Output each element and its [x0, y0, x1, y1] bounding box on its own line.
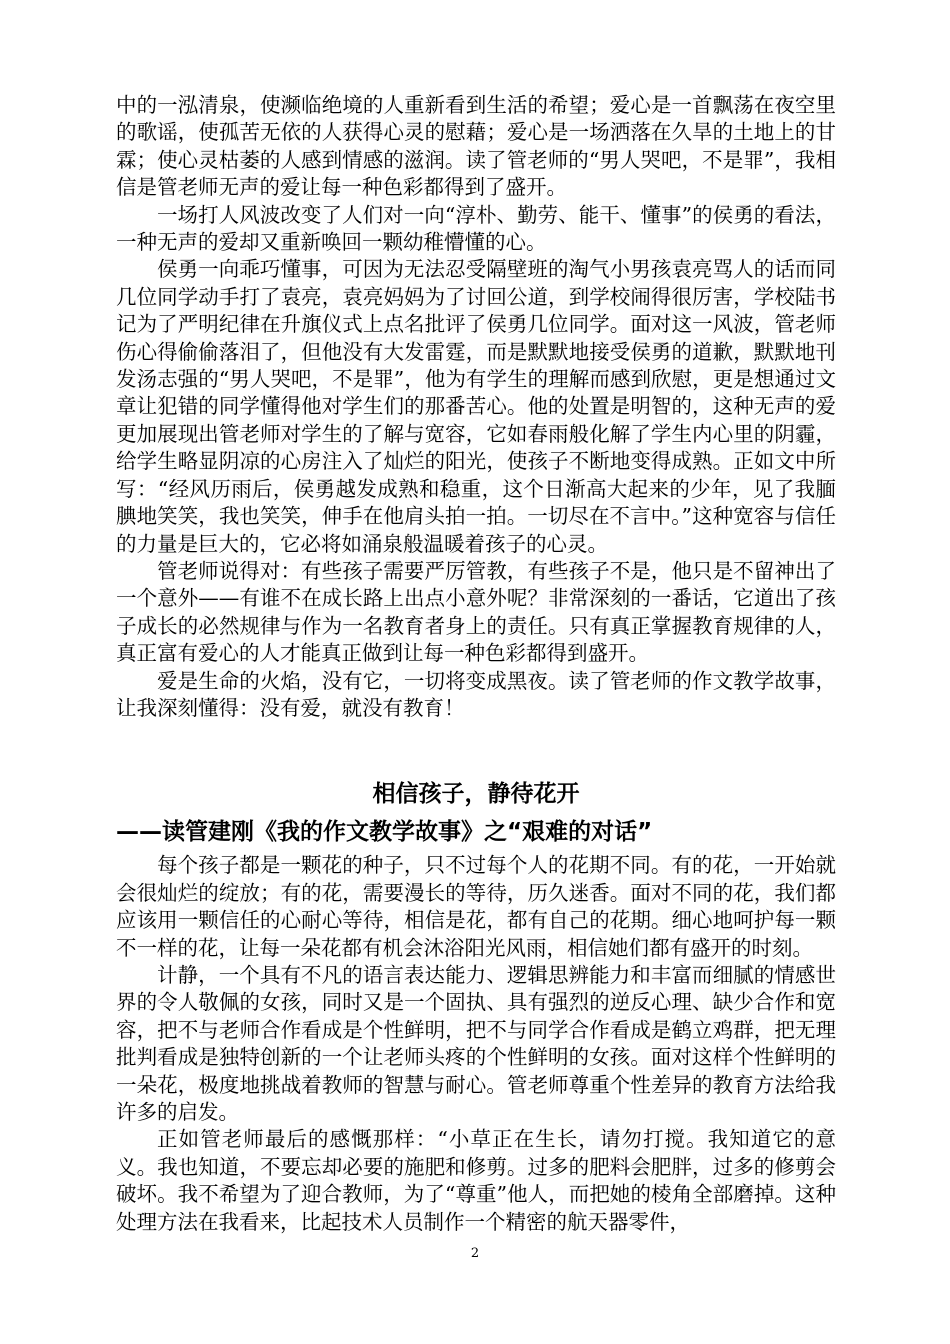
body-paragraph: 中的一泓清泉，使濒临绝境的人重新看到生活的希望；爱心是一首飘荡在夜空里的歌谣，使孤苦无依的人获得心灵的慰藉；爱心是一场洒落在久旱的土地上的甘霖；使心灵枯萎的人感到情感的滋润。读了管老师的“男人哭吧，不是罪”，我相信是管老师无声的爱让每一种色彩都得到了盛开。	[116, 93, 836, 200]
section-title: 相信孩子，静待花开	[372, 781, 580, 808]
body-paragraph: 正如管老师最后的感慨那样：“小草正在生长，请勿打搅。我知道它的意义。我也知道，不要忘却必要的施肥和修剪。过多的肥料会肥胖，过多的修剪会破坏。我不希望为了迎合教师，为了“尊重”他人，而把她的棱角全部磨掉。这种处理方法在我看来，比起技术人员制作一个精密的航天器零件，	[116, 1127, 836, 1234]
document-page	[116, 92, 836, 1236]
section-subtitle: ——读管建刚《我的作文教学故事》之“艰难的对话”	[116, 819, 653, 846]
body-paragraph: 侯勇一向乖巧懂事，可因为无法忍受隔壁班的淘气小男孩袁亮骂人的话而同几位同学动手打了袁亮，袁亮妈妈为了讨回公道，到学校闹得很厉害，学校陆书记为了严明纪律在升旗仪式上点名批评了侯勇几位同学。面对这一风波，管老师伤心得偷偷落泪了，但他没有大发雷霆，而是默默地接受侯勇的道歉，默默地刊发汤志强的“男人哭吧，不是罪”，他为有学生的理解而感到欣慰，更是想通过文章让犯错的同学懂得他对学生们的那番苦心。他的处置是明智的，这种无声的爱更加展现出管老师对学生的了解与宽容，它如春雨般化解了学生内心里的阴霾，给学生略显阴凉的心房注入了灿烂的阳光，使孩子不断地变得成熟。正如文中所写：“经风历雨后，侯勇越发成熟和稳重，这个日渐高大起来的少年，见了我腼腆地笑笑，我也笑笑，伸手在他肩头拍一拍。一切尽在不言中。”这种宽容与信任的力量是巨大的，它必将如涌泉般温暖着孩子的心灵。	[116, 257, 836, 556]
body-paragraph: 管老师说得对：有些孩子需要严厉管教，有些孩子不是，他只是不留神出了一个意外——有谁不在成长路上出点小意外呢？非常深刻的一番话，它道出了孩子成长的必然规律与作为一名教育者身上的责任。只有真正掌握教育规律的人，真正富有爱心的人才能真正做到让每一种色彩都得到盛开。	[116, 558, 836, 666]
body-paragraph: 计静，一个具有不凡的语言表达能力、逻辑思辨能力和丰富而细腻的情感世界的令人敬佩的女孩，同时又是一个固执、具有强烈的逆反心理、缺少合作和宽容，把不与老师合作看成是个性鲜明，把不与同学合作看成是鹤立鸡群，把无理批判看成是独特创新的一个让老师头疼的个性鲜明的女孩。面对这样个性鲜明的一朵花，极度地挑战着教师的智慧与耐心。管老师尊重个性差异的教育方法给我许多的启发。	[116, 962, 836, 1124]
page-number: 2	[470, 1246, 480, 1261]
body-paragraph: 每个孩子都是一颗花的种子，只不过每个人的花期不同。有的花，一开始就会很灿烂的绽放；有的花，需要漫长的等待，历久迷香。面对不同的花，我们都应该用一颗信任的心耐心等待，相信是花，都有自己的花期。细心地呵护每一颗不一样的花，让每一朵花都有机会沐浴阳光风雨，相信她们都有盛开的时刻。	[116, 853, 836, 960]
body-paragraph: 爱是生命的火焰，没有它，一切将变成黑夜。读了管老师的作文教学故事，让我深刻懂得：没有爱，就没有教育！	[116, 668, 836, 720]
body-paragraph: 一场打人风波改变了人们对一向“淳朴、勤劳、能干、懂事”的侯勇的看法，一种无声的爱却又重新唤回一颗幼稚懵懂的心。	[116, 202, 836, 255]
section-spacer	[116, 722, 836, 776]
